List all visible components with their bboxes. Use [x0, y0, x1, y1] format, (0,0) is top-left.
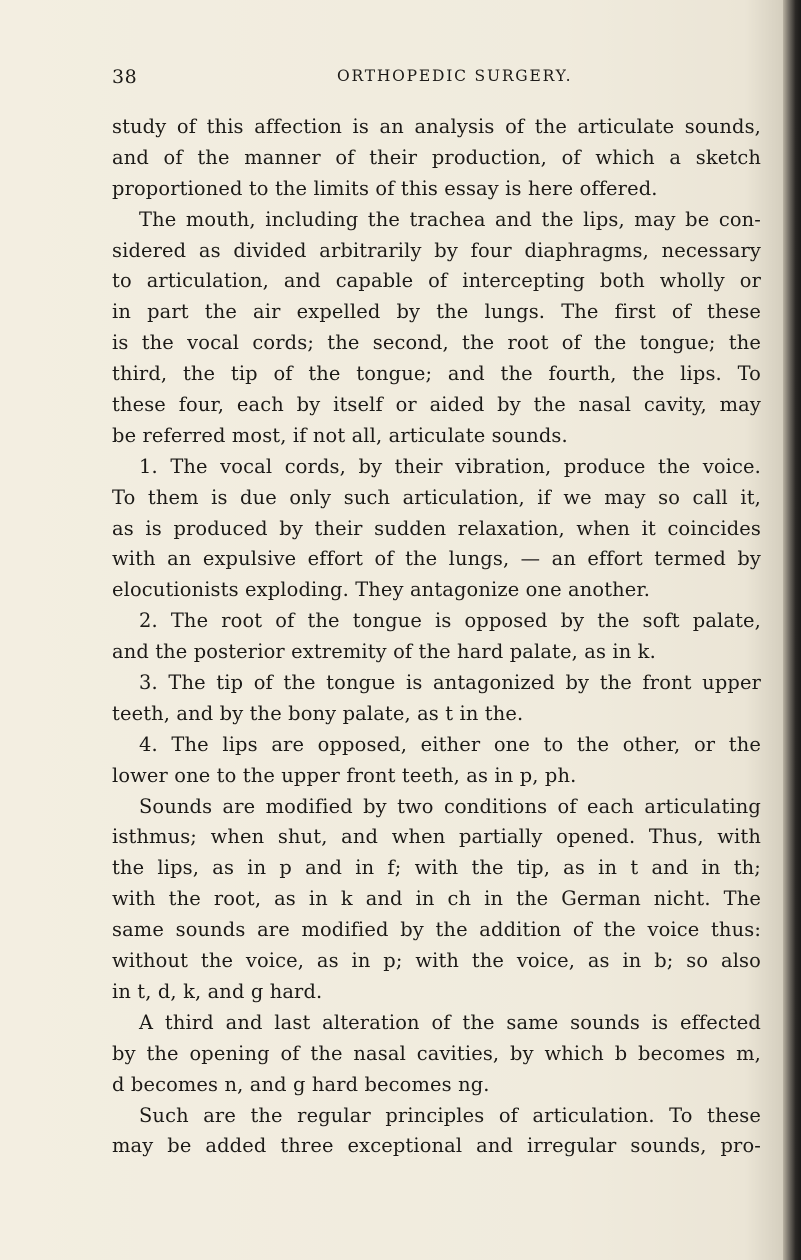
text-line: is the vocal cords; the second, the root of the tongue; the — [112, 331, 761, 355]
text-line: Such are the regular principles of articulation. To these — [139, 1103, 761, 1127]
page-number: 38 — [112, 66, 138, 88]
text-line: To them is due only such articulation, if we may so call it, — [112, 485, 761, 509]
text-line: in part the air expelled by the lungs. The first of these — [112, 300, 761, 324]
text-line: isthmus; when shut, and when partially opened. Thus, with — [112, 825, 761, 849]
text-line: to articulation, and capable of intercepting both wholly or — [112, 269, 761, 293]
text-line: as is produced by their sudden relaxation, when it coincides — [112, 516, 761, 540]
text-line: The mouth, including the trachea and the lips, may be con- — [139, 207, 761, 231]
text-line: with the root, as in k and in ch in the German nicht. The — [112, 887, 761, 911]
text-line: the lips, as in p and in f; with the tip, as in t and in th; — [112, 856, 761, 880]
text-line: 4. The lips are opposed, either one to the other, or the — [139, 732, 761, 756]
text-line: sidered as divided arbitrarily by four diaphragms, necessary — [112, 238, 761, 262]
text-line: and of the manner of their production, of which a sketch — [112, 145, 761, 169]
running-head — [112, 66, 712, 94]
text-line: and the posterior extremity of the hard palate, as in k. — [112, 640, 656, 664]
text-line: 2. The root of the tongue is opposed by the soft palate, — [139, 609, 761, 633]
text-line: teeth, and by the bony palate, as t in the. — [112, 701, 524, 725]
text-line: lower one to the upper front teeth, as in p, ph. — [112, 763, 577, 787]
text-line: by the opening of the nasal cavities, by which b becomes m, — [112, 1041, 761, 1065]
text-line: same sounds are modified by the addition of the voice thus: — [112, 918, 761, 942]
text-line: in t, d, k, and g hard. — [112, 979, 323, 1003]
text-line: 1. The vocal cords, by their vibration, produce the voice. — [139, 454, 761, 478]
text-line: without the voice, as in p; with the voice, as in b; so also — [112, 949, 761, 973]
text-line: third, the tip of the tongue; and the fourth, the lips. To — [112, 362, 761, 386]
text-line: A third and last alteration of the same sounds is effected — [139, 1010, 761, 1034]
text-line: proportioned to the limits of this essay is here offered. — [112, 176, 658, 200]
body-text — [112, 112, 761, 1162]
text-line: be referred most, if not all, articulate sounds. — [112, 423, 568, 447]
text-line: may be added three exceptional and irregular sounds, pro- — [112, 1134, 761, 1158]
book-binding-edge — [783, 0, 801, 1260]
text-line: d becomes n, and g hard becomes ng. — [112, 1072, 490, 1096]
text-line: study of this affection is an analysis of the articulate sounds, — [112, 115, 761, 138]
text-line: elocutionists exploding. They antagonize one another. — [112, 578, 651, 602]
text-line: with an expulsive effort of the lungs, — an effort termed by — [112, 547, 761, 571]
text-line: these four, each by itself or aided by the nasal cavity, may — [112, 393, 761, 417]
running-title: ORTHOPEDIC SURGERY. — [337, 67, 573, 85]
text-line: 3. The tip of the tongue is antagonized by the front upper — [139, 671, 761, 695]
text-line: Sounds are modified by two conditions of each articulating — [139, 794, 761, 818]
